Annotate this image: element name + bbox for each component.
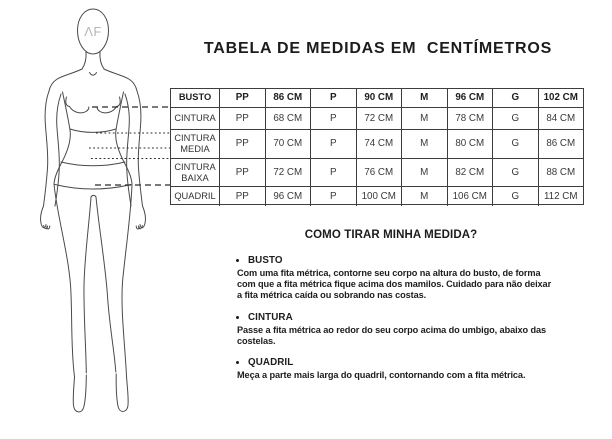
size-cell: 84 CM — [538, 107, 584, 130]
size-cell: M — [401, 129, 447, 158]
size-cell: G — [492, 89, 538, 107]
size-cell: M — [401, 89, 447, 107]
size-cell: M — [401, 158, 447, 186]
size-cell: 82 CM — [447, 158, 493, 186]
instruction-text: Passe a fita métrica ao redor do seu corpo acima do umbigo, abaixo das costelas. — [237, 324, 547, 346]
instruction-label: • QUADRIL — [248, 357, 552, 368]
size-cell: PP — [219, 158, 265, 186]
size-cell: P — [310, 186, 356, 206]
size-cell: 72 CM — [356, 107, 402, 130]
row-label-cell: CINTURA MEDIA — [171, 129, 219, 158]
size-cell: PP — [219, 107, 265, 130]
size-cell: P — [310, 89, 356, 107]
size-cell: G — [492, 129, 538, 158]
size-cell: 78 CM — [447, 107, 493, 130]
size-cell: 100 CM — [356, 186, 402, 206]
size-cell: 106 CM — [447, 186, 493, 206]
size-cell: G — [492, 107, 538, 130]
size-cell: 86 CM — [538, 129, 584, 158]
row-label-cell: BUSTO — [178, 92, 212, 103]
instruction-label: • CINTURA — [248, 312, 552, 323]
size-cell: 90 CM — [356, 89, 402, 107]
female-croquis-drawing — [41, 9, 146, 412]
size-cell: 72 CM — [265, 158, 311, 186]
page-title: TABELA DE MEDIDAS EM CENTÍMETROS — [203, 40, 553, 57]
size-cell: 102 CM — [538, 89, 584, 107]
row-label-cell: QUADRIL — [171, 186, 219, 206]
size-cell: 70 CM — [265, 129, 311, 158]
instruction-item-quadril — [230, 357, 552, 381]
size-cell: 80 CM — [447, 129, 493, 158]
size-cell: M — [401, 186, 447, 206]
size-cell: 96 CM — [265, 186, 311, 206]
instruction-text: Meça a parte mais larga do quadril, contornando com a fita métrica. — [237, 370, 526, 381]
size-cell: 68 CM — [265, 107, 311, 130]
size-cell: 76 CM — [356, 158, 402, 186]
size-cell: PP — [219, 186, 265, 206]
size-cell: 96 CM — [447, 89, 493, 107]
instruction-label: • BUSTO — [248, 255, 552, 266]
row-label-cell: CINTURA BAIXA — [171, 158, 219, 186]
size-cell: G — [492, 158, 538, 186]
size-cell: 112 CM — [538, 186, 584, 206]
size-cell: 74 CM — [356, 129, 402, 158]
instruction-item-busto — [230, 255, 552, 302]
size-cell: 88 CM — [538, 158, 584, 186]
size-cell: PP — [219, 89, 265, 107]
brand-logo: ΛF — [84, 24, 102, 39]
measuring-instructions — [230, 229, 552, 391]
row-label-cell: CINTURA — [171, 107, 219, 130]
size-cell: P — [310, 129, 356, 158]
size-table — [170, 88, 584, 205]
size-cell: M — [401, 107, 447, 130]
size-cell: PP — [219, 129, 265, 158]
instructions-heading: COMO TIRAR MINHA MEDIDA? — [304, 229, 478, 241]
body-measurement-figure — [0, 0, 200, 439]
size-cell: 86 CM — [265, 89, 311, 107]
size-cell: P — [310, 158, 356, 186]
instruction-text: Com uma fita métrica, contorne seu corpo na altura do busto, de forma com que a fita métrica fique acima dos mamilos. Cuidado para não deixar a fita métrica caída ou sobrando nas costas. — [237, 268, 552, 301]
size-cell: G — [492, 186, 538, 206]
size-cell: P — [310, 107, 356, 130]
instruction-item-cintura — [230, 312, 552, 347]
